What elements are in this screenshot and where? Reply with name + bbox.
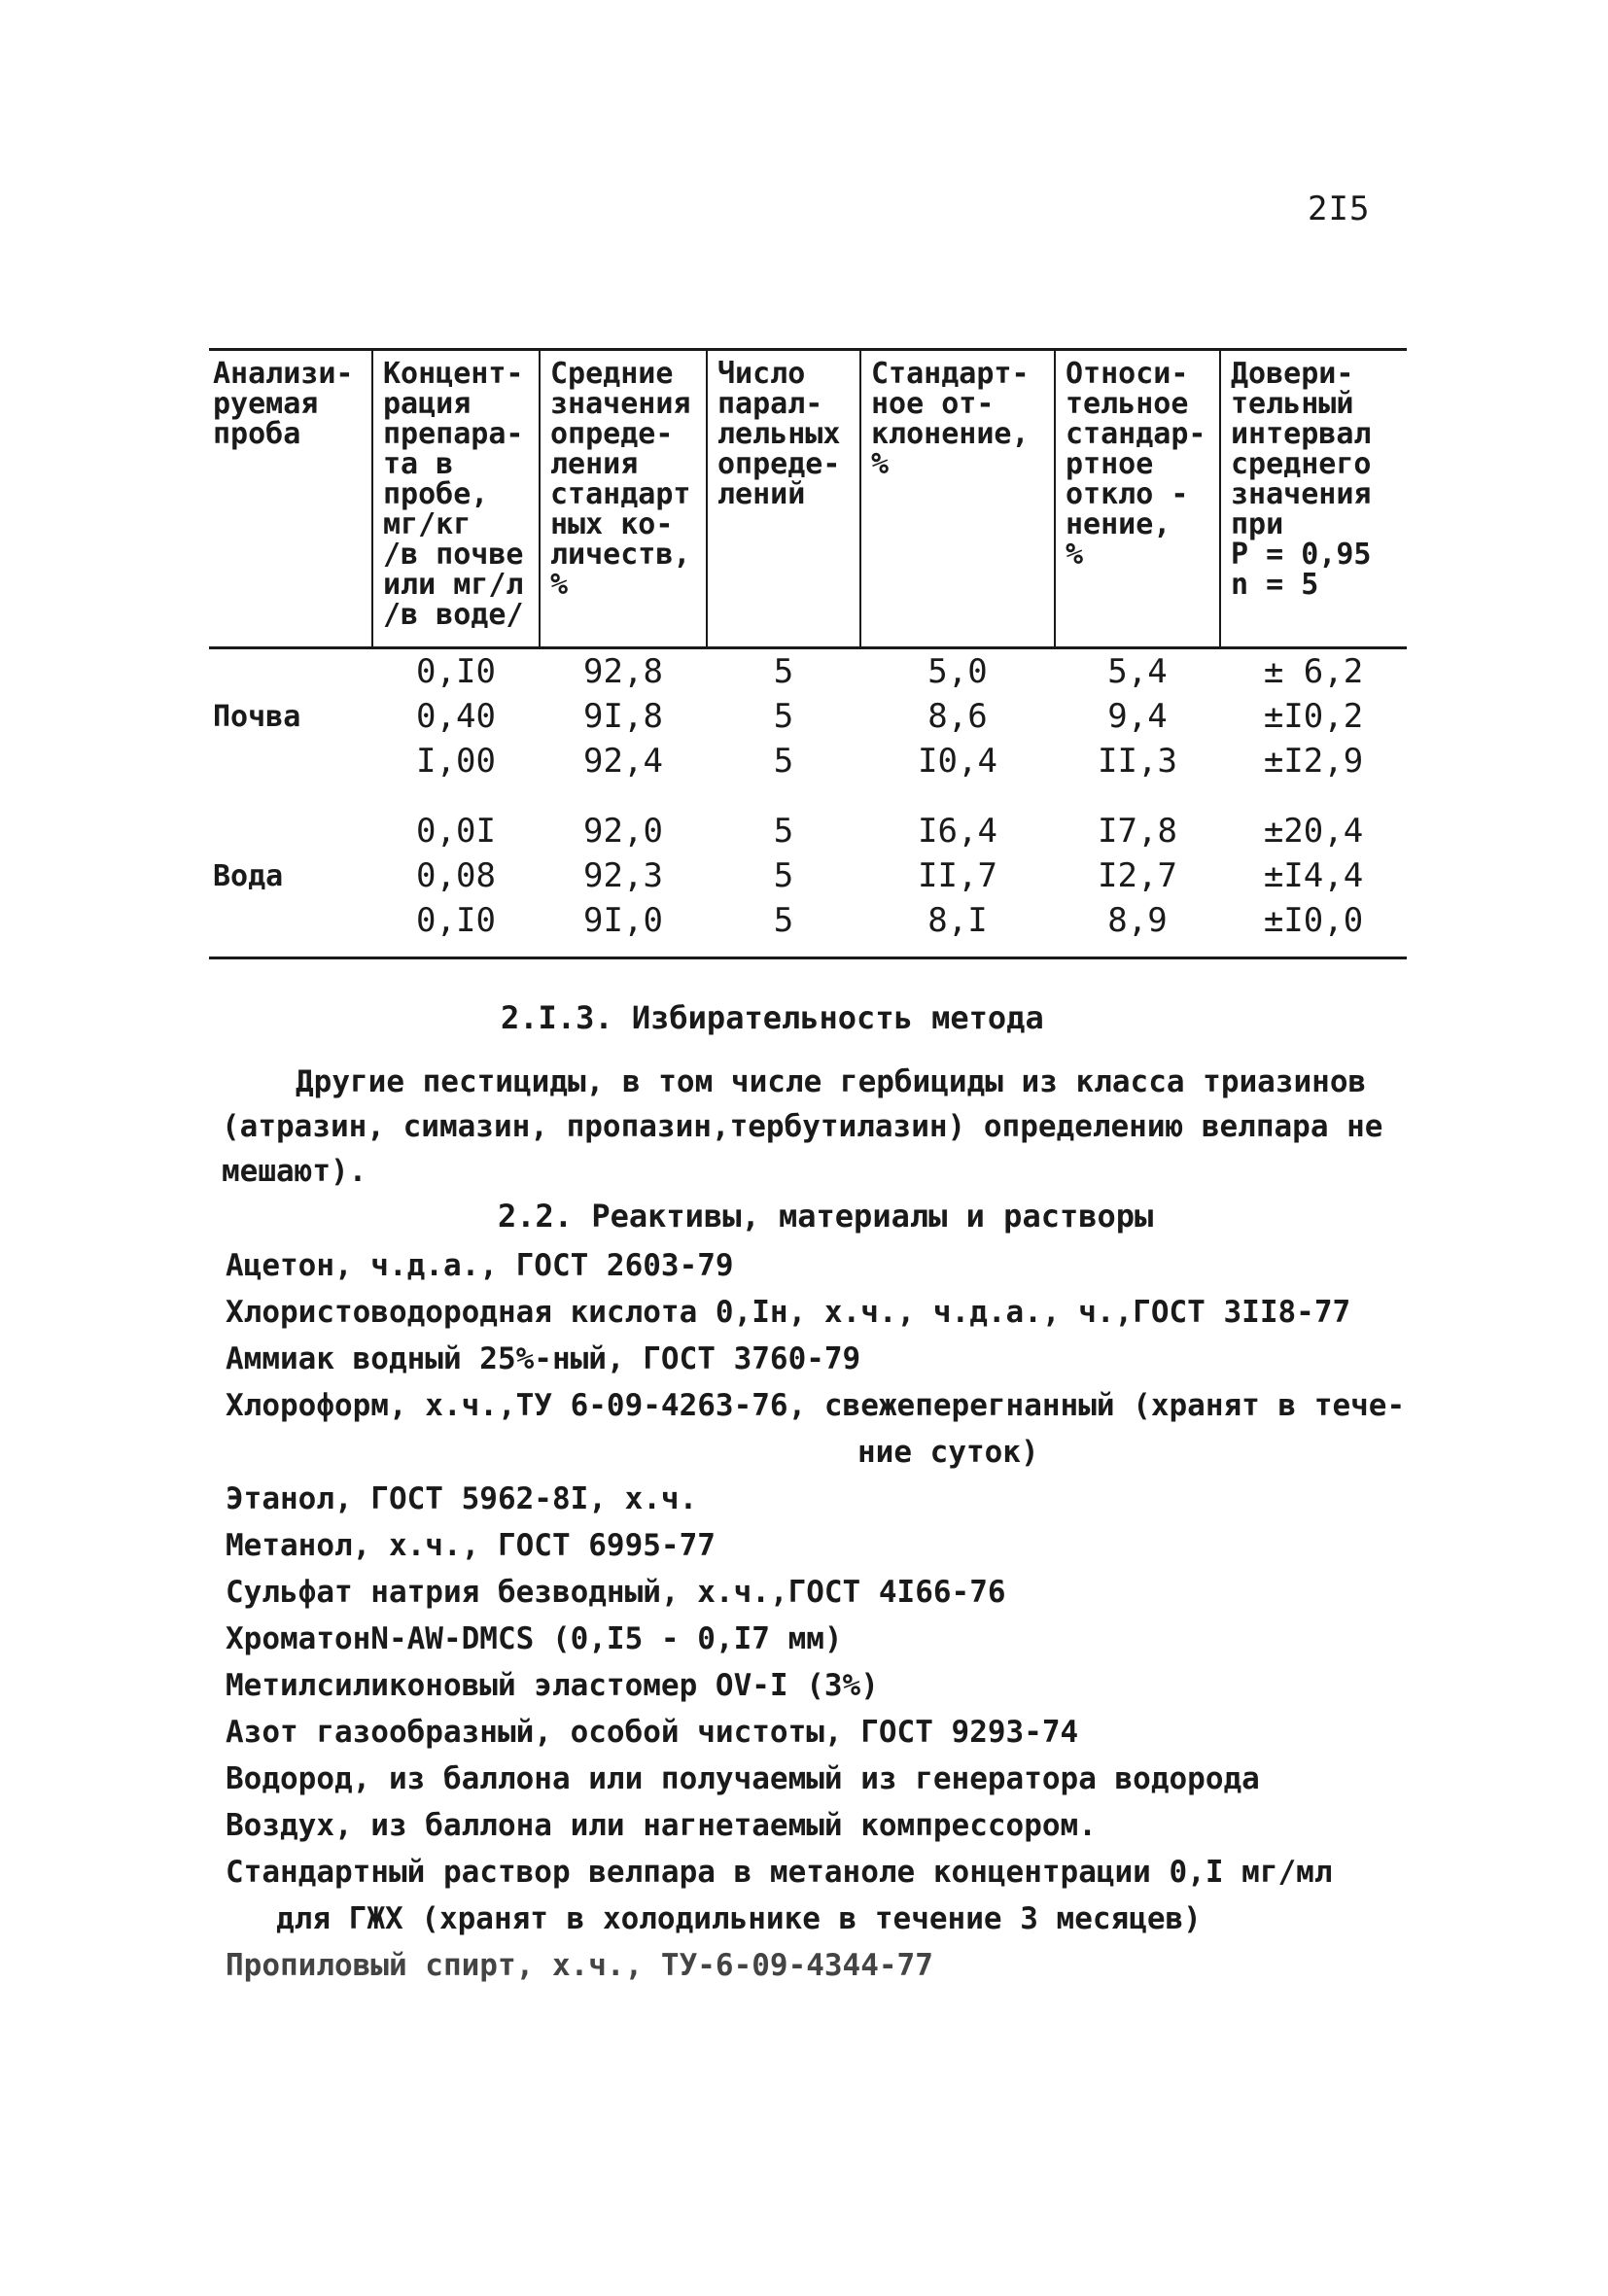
cell-mean: 92,4	[583, 741, 663, 781]
cell-std-dev: 5,0	[927, 651, 988, 691]
header-line: опреде-	[550, 417, 674, 451]
reagent-item: Стандартный раствор велпара в метаноле концентрации 0,I мг/мл	[226, 1855, 1333, 1890]
header-line: среднего	[1231, 447, 1372, 481]
header-line: ных ко-	[550, 507, 674, 541]
cell-count: 5	[773, 741, 794, 781]
cell-rel-std-dev: 5,4	[1107, 651, 1168, 691]
cell-mean: 92,3	[583, 855, 663, 895]
header-confidence-interval	[1220, 350, 1407, 648]
header-line: мг/кг	[383, 507, 472, 541]
page-number: 2I5	[1308, 190, 1371, 228]
header-line: ления	[550, 447, 639, 481]
table-row	[209, 853, 1407, 898]
cell-std-dev: I0,4	[918, 741, 997, 781]
cell-mean: 9I,0	[583, 900, 663, 940]
cell-count: 5	[773, 900, 794, 940]
header-line: тельный	[1231, 387, 1354, 421]
header-line: n = 5	[1231, 568, 1319, 602]
reagent-item: Пропиловый спирт, х.ч., ТУ-6-09-4344-77	[226, 1948, 933, 1983]
cell-count: 5	[773, 696, 794, 736]
cell-rel-std-dev: 8,9	[1107, 900, 1168, 940]
reagent-item: Метанол, х.ч., ГОСТ 6995-77	[226, 1528, 716, 1563]
header-mean-recovery	[540, 350, 707, 648]
reagent-item-continuation: для ГЖХ (хранят в холодильнике в течение 3 месяцев)	[276, 1901, 1202, 1936]
header-line: пробе,	[383, 477, 489, 511]
header-line: Относи-	[1066, 357, 1189, 391]
header-line: Анализи-	[213, 357, 354, 391]
cell-concentration: 0,40	[416, 696, 496, 736]
table-row	[209, 898, 1407, 958]
header-line: Средние	[550, 357, 674, 391]
header-line: значения	[1231, 477, 1372, 511]
cell-count: 5	[773, 811, 794, 851]
header-line: руемая	[213, 387, 319, 421]
reagent-item: Аммиак водный 25%-ный, ГОСТ 3760-79	[226, 1341, 861, 1376]
cell-std-dev: II,7	[918, 855, 997, 895]
table-header-row	[209, 350, 1407, 648]
cell-std-dev: 8,I	[927, 900, 988, 940]
paragraph-line: Другие пестициды, в том числе гербициды из класса триазинов	[296, 1064, 1367, 1099]
reagent-item: Воздух, из баллона или нагнетаемый компрессором.	[226, 1808, 1097, 1843]
cell-std-dev: I6,4	[918, 811, 997, 851]
header-line: рация	[383, 387, 472, 421]
paragraph-line: мешают).	[222, 1154, 367, 1189]
header-line: стандар-	[1066, 417, 1206, 451]
results-table	[209, 348, 1407, 959]
header-line: P = 0,95	[1231, 538, 1372, 572]
cell-sample	[209, 898, 372, 958]
reagent-item: Этанол, ГОСТ 5962-8I, х.ч.	[226, 1481, 698, 1516]
cell-mean: 92,8	[583, 651, 663, 691]
reagent-item-continuation: ние суток)	[857, 1435, 1039, 1470]
header-line: Стандарт-	[871, 357, 1030, 391]
header-line: нение,	[1066, 507, 1171, 541]
reagents-section-title: 2.2. Реактивы, материалы и растворы	[498, 1198, 1154, 1235]
reagent-item: Ацетон, ч.д.а., ГОСТ 2603-79	[226, 1248, 734, 1283]
cell-sample	[209, 783, 372, 853]
header-line: личеств,	[550, 538, 691, 572]
cell-rel-std-dev: 9,4	[1107, 696, 1168, 736]
cell-std-dev: 8,6	[927, 696, 988, 736]
reagent-item: Водород, из баллона или получаемый из генератора водорода	[226, 1761, 1260, 1796]
header-line: проба	[213, 417, 301, 451]
header-line: тельное	[1066, 387, 1189, 421]
selectivity-section-title: 2.I.3. Избирательность метода	[501, 999, 1044, 1036]
header-line: опреде-	[717, 447, 841, 481]
table-row	[209, 783, 1407, 853]
header-line: откло -	[1066, 477, 1189, 511]
selectivity-paragraph	[222, 1060, 1410, 1194]
reagent-item: Хлороформ, х.ч.,ТУ 6-09-4263-76, свежеперегнанный (хранят в тече-	[226, 1388, 1406, 1423]
header-line: %	[1066, 538, 1084, 572]
cell-sample: Вода	[213, 858, 284, 893]
header-line: та в	[383, 447, 454, 481]
cell-mean: 9I,8	[583, 696, 663, 736]
cell-sample: Почва	[213, 699, 301, 734]
cell-rel-std-dev: II,3	[1098, 741, 1177, 781]
reagent-item: Сульфат натрия безводный, х.ч.,ГОСТ 4I66-76	[226, 1575, 1006, 1610]
cell-confidence: ±I4,4	[1263, 855, 1364, 895]
paragraph-line: (атразин, симазин, пропазин,тербутилазин) определению велпара не	[222, 1109, 1383, 1144]
cell-sample	[209, 648, 372, 695]
header-line: Число	[717, 357, 806, 391]
cell-count: 5	[773, 855, 794, 895]
header-line: ное от-	[871, 387, 995, 421]
header-line: парал-	[717, 387, 823, 421]
reagent-item: ХроматонN-AW-DMCS (0,I5 - 0,I7 мм)	[226, 1621, 843, 1656]
table-row	[209, 739, 1407, 783]
reagent-item: Азот газообразный, особой чистоты, ГОСТ 9293-74	[226, 1715, 1079, 1750]
cell-rel-std-dev: I7,8	[1098, 811, 1177, 851]
header-relative-std-deviation	[1055, 350, 1220, 648]
header-parallel-count	[707, 350, 860, 648]
header-line: или мг/л	[383, 568, 524, 602]
cell-concentration: 0,0I	[416, 811, 496, 851]
header-concentration	[372, 350, 540, 648]
header-line: препара-	[383, 417, 524, 451]
cell-concentration: 0,I0	[416, 651, 496, 691]
reagent-list	[226, 1242, 1414, 1989]
header-line: значения	[550, 387, 691, 421]
table-row	[209, 694, 1407, 739]
cell-confidence: ±20,4	[1263, 811, 1364, 851]
cell-mean: 92,0	[583, 811, 663, 851]
header-line: при	[1231, 507, 1284, 541]
cell-concentration: 0,08	[416, 855, 496, 895]
header-line: лельных	[717, 417, 841, 451]
cell-rel-std-dev: I2,7	[1098, 855, 1177, 895]
header-line: Довери-	[1231, 357, 1354, 391]
header-line: %	[550, 568, 569, 602]
reagent-item: Метилсиликоновый эластомер OV-I (3%)	[226, 1668, 879, 1703]
header-line: /в воде/	[383, 598, 524, 632]
cell-confidence: ± 6,2	[1263, 651, 1364, 691]
header-line: интервал	[1231, 417, 1372, 451]
header-line: Концент-	[383, 357, 524, 391]
header-line: ртное	[1066, 447, 1154, 481]
cell-concentration: I,00	[416, 741, 496, 781]
cell-sample	[209, 739, 372, 783]
header-sample	[209, 350, 372, 648]
cell-confidence: ±I0,0	[1263, 900, 1364, 940]
cell-confidence: ±I2,9	[1263, 741, 1364, 781]
header-line: /в почве	[383, 538, 524, 572]
reagent-item: Хлористоводородная кислота 0,Iн, х.ч., ч.д.а., ч.,ГОСТ 3II8-77	[226, 1295, 1351, 1330]
table-row	[209, 648, 1407, 695]
header-line: клонение,	[871, 417, 1030, 451]
cell-concentration: 0,I0	[416, 900, 496, 940]
header-std-deviation	[860, 350, 1055, 648]
header-line: стандарт	[550, 477, 691, 511]
header-line: %	[871, 447, 890, 481]
cell-count: 5	[773, 651, 794, 691]
cell-confidence: ±I0,2	[1263, 696, 1364, 736]
header-line: лений	[717, 477, 806, 511]
